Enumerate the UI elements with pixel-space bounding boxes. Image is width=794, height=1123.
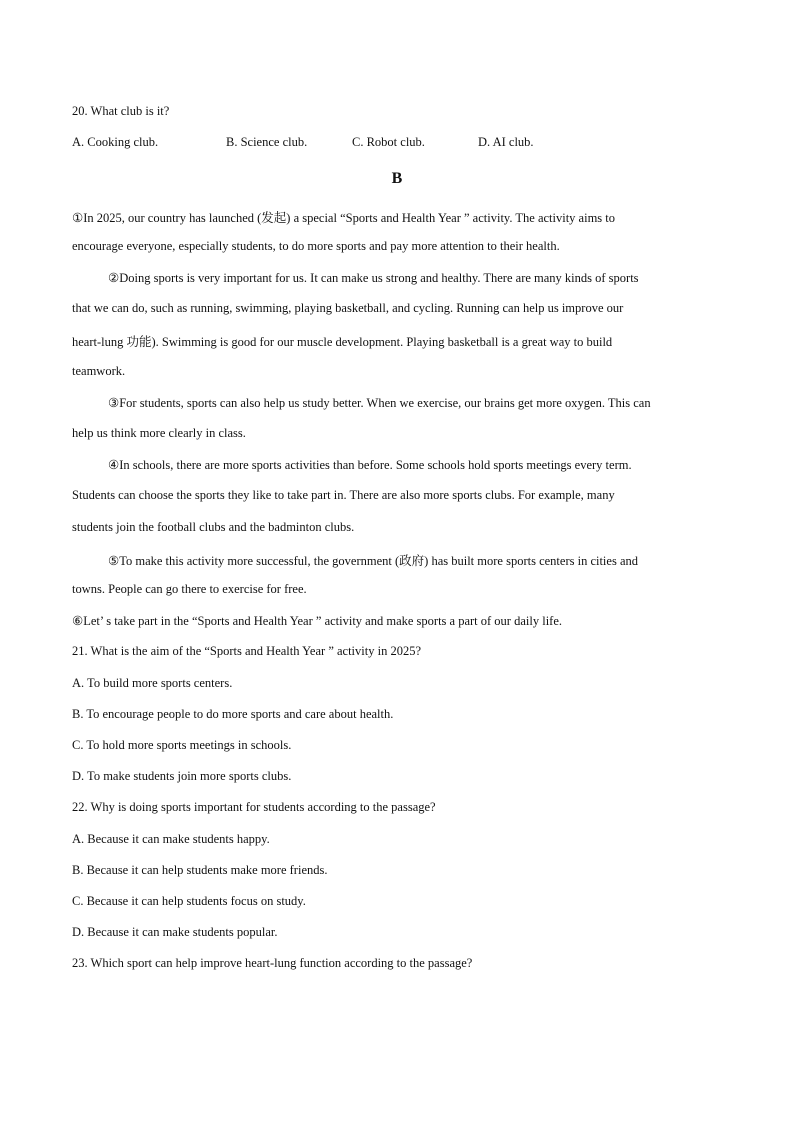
- passage-line: help us think more clearly in class.: [72, 426, 246, 440]
- passage-line: ⑥Let’ s take part in the “Sports and Health Year ” activity and make sports a part of our daily life.: [72, 614, 562, 628]
- question-21-stem: 21. What is the aim of the “Sports and Health Year ” activity in 2025?: [72, 644, 421, 658]
- passage-line: encourage everyone, especially students, to do more sports and pay more attention to their health.: [72, 239, 560, 253]
- passage-line: ③For students, sports can also help us study better. When we exercise, our brains get more oxygen. This can: [108, 396, 651, 410]
- passage-line: Students can choose the sports they like to take part in. There are also more sports clubs. For example, many: [72, 488, 615, 502]
- passage-line: ④In schools, there are more sports activities than before. Some schools hold sports meetings every term.: [108, 458, 632, 472]
- question-20-option-c: C. Robot club.: [352, 135, 425, 149]
- passage-line: students join the football clubs and the badminton clubs.: [72, 520, 355, 534]
- question-22-stem: 22. Why is doing sports important for students according to the passage?: [72, 800, 436, 814]
- question-20-option-d: D. AI club.: [478, 135, 534, 149]
- question-22-option-b: B. Because it can help students make more friends.: [72, 863, 328, 877]
- section-b-title: B: [391, 170, 403, 187]
- question-21-option-d: D. To make students join more sports clubs.: [72, 769, 292, 783]
- question-22-option-d: D. Because it can make students popular.: [72, 925, 278, 939]
- passage-line: ⑤To make this activity more successful, the government (政府) has built more sports centers in cities and: [108, 554, 638, 568]
- passage-line: ①In 2025, our country has launched (发起) a special “Sports and Health Year ” activity. The activity aims to: [72, 211, 616, 225]
- passage-line: teamwork.: [72, 364, 126, 378]
- question-20-option-b: B. Science club.: [226, 135, 308, 149]
- question-22-option-c: C. Because it can help students focus on study.: [72, 894, 306, 908]
- question-23-stem: 23. Which sport can help improve heart-lung function according to the passage?: [72, 956, 473, 970]
- passage-line: heart-lung 功能). Swimming is good for our muscle development. Playing basketball is a great way to build: [72, 335, 613, 349]
- question-21-option-b: B. To encourage people to do more sports and care about health.: [72, 707, 394, 721]
- question-22-option-a: A. Because it can make students happy.: [72, 832, 270, 846]
- passage-line: that we can do, such as running, swimming, playing basketball, and cycling. Running can help us improve our: [72, 301, 624, 315]
- question-21-option-c: C. To hold more sports meetings in schools.: [72, 738, 292, 752]
- passage-line: towns. People can go there to exercise for free.: [72, 582, 307, 596]
- passage-line: ②Doing sports is very important for us. It can make us strong and healthy. There are many kinds of sports: [108, 271, 639, 285]
- question-21-option-a: A. To build more sports centers.: [72, 676, 233, 690]
- question-20-option-a: A. Cooking club.: [72, 135, 159, 149]
- question-20-stem: 20. What club is it?: [72, 104, 170, 118]
